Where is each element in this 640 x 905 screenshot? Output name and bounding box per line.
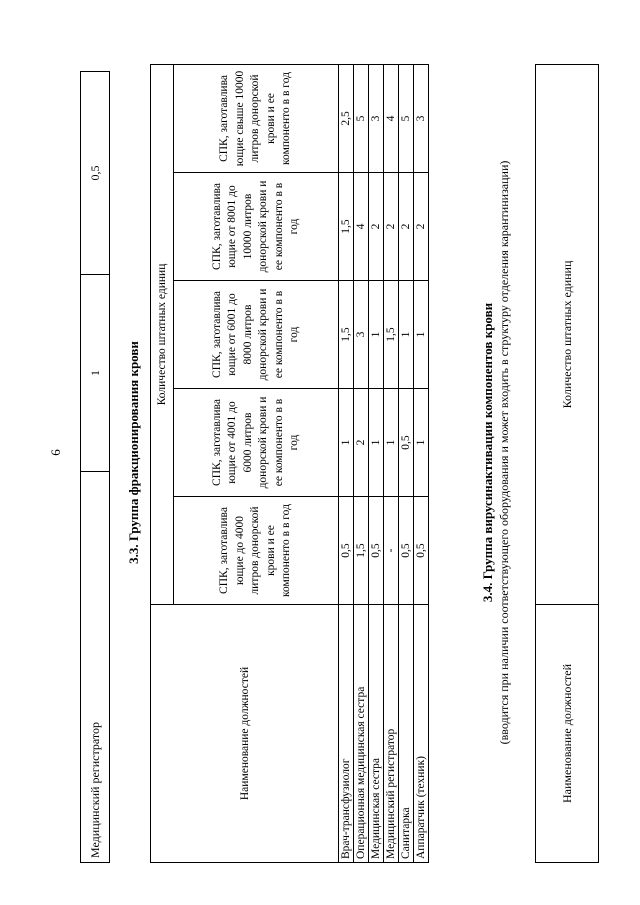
table-cell: 1 <box>414 389 429 497</box>
position-name: Аппаратчик (техник) <box>414 605 429 863</box>
position-name: Медицинский регистратор <box>81 472 110 863</box>
table-cell: 1 <box>414 281 429 389</box>
table-cell: 2 <box>369 173 384 281</box>
column-header: СПК, заготавлива ющие от 8001 до 10000 литров донорской крови и ее компоненто в в год <box>174 173 339 281</box>
table-cell: 2,5 <box>339 64 354 172</box>
table-cell: 3 <box>354 281 369 389</box>
table-cell: 0,5 <box>414 497 429 605</box>
column-header: СПК, заготавлива ющие свыше 10000 литров донорской крови и ее компоненто в в год <box>174 64 339 172</box>
fractionation-staff-table <box>150 64 429 863</box>
section-3-3-title: 3.3. Группа фракционирования крови <box>126 341 141 564</box>
header-row <box>536 65 599 863</box>
section-3-4-subtitle: (вводится при наличии соответствующего оборудования и может входить в структуру отделения карантинизации) <box>497 160 511 745</box>
table-cell: 2 <box>414 173 429 281</box>
page-number: 6 <box>48 449 63 456</box>
table-cell: 2 <box>399 173 414 281</box>
table-cell: 2 <box>384 173 399 281</box>
position-name: Санитарка <box>399 605 414 863</box>
table-cell: 2 <box>354 389 369 497</box>
table-cell: 3 <box>414 64 429 172</box>
table-cell: 0,5 <box>369 497 384 605</box>
column-header: СПК, заготавлива ющие от 6001 до 8000 литров донорской крови и ее компоненто в в год <box>174 281 339 389</box>
virus-inactivation-staff-table <box>535 64 599 863</box>
table-cell: 0,5 <box>399 497 414 605</box>
position-name: Медицинский регистратор <box>384 605 399 863</box>
staff-count-header: Количество штатных единиц <box>151 64 174 604</box>
column-header: СПК, заготавлива ющие до 4000 литров донорской крови и ее компоненто в в год <box>174 497 339 605</box>
position-name: Врач-трансфузиолог <box>339 605 354 863</box>
staff-count-header: Количество штатных единиц <box>536 65 599 605</box>
table-row <box>384 64 399 862</box>
table-cell: 1 <box>369 281 384 389</box>
table-cell: 1,5 <box>339 281 354 389</box>
table-cell: 1 <box>399 281 414 389</box>
table-cell: 0,5 <box>399 389 414 497</box>
position-name: Медицинская сестра <box>369 605 384 863</box>
column-header: СПК, заготавлива ющие от 4001 до 6000 литров донорской крови и ее компоненто в в год <box>174 389 339 497</box>
table-row <box>354 64 369 862</box>
table-row <box>339 64 354 862</box>
table-row <box>414 64 429 862</box>
staff-count: 0,5 <box>81 72 110 275</box>
table-cell: 3 <box>369 64 384 172</box>
table-cell: 1,5 <box>384 281 399 389</box>
position-name: Операционная медицинская сестра <box>354 605 369 863</box>
table-cell: 1 <box>369 389 384 497</box>
table-cell: 1,5 <box>339 173 354 281</box>
table-cell: 1 <box>384 389 399 497</box>
continued-staff-table <box>80 71 110 863</box>
table-cell: 0,5 <box>339 497 354 605</box>
table-row <box>81 72 110 863</box>
table-cell: 4 <box>354 173 369 281</box>
table-cell: 5 <box>354 64 369 172</box>
staff-count: 1 <box>81 275 110 472</box>
table-cell: 1 <box>339 389 354 497</box>
section-3-4-title: 3.4. Группа вирусинактивации компонентов крови <box>480 302 495 603</box>
table-cell: - <box>384 497 399 605</box>
table-cell: 4 <box>384 64 399 172</box>
header-row <box>151 64 174 862</box>
positions-header: Наименование должностей <box>151 605 339 863</box>
positions-header: Наименование должностей <box>536 605 599 863</box>
table-row <box>369 64 384 862</box>
table-cell: 1,5 <box>354 497 369 605</box>
table-cell: 5 <box>399 64 414 172</box>
table-row <box>399 64 414 862</box>
